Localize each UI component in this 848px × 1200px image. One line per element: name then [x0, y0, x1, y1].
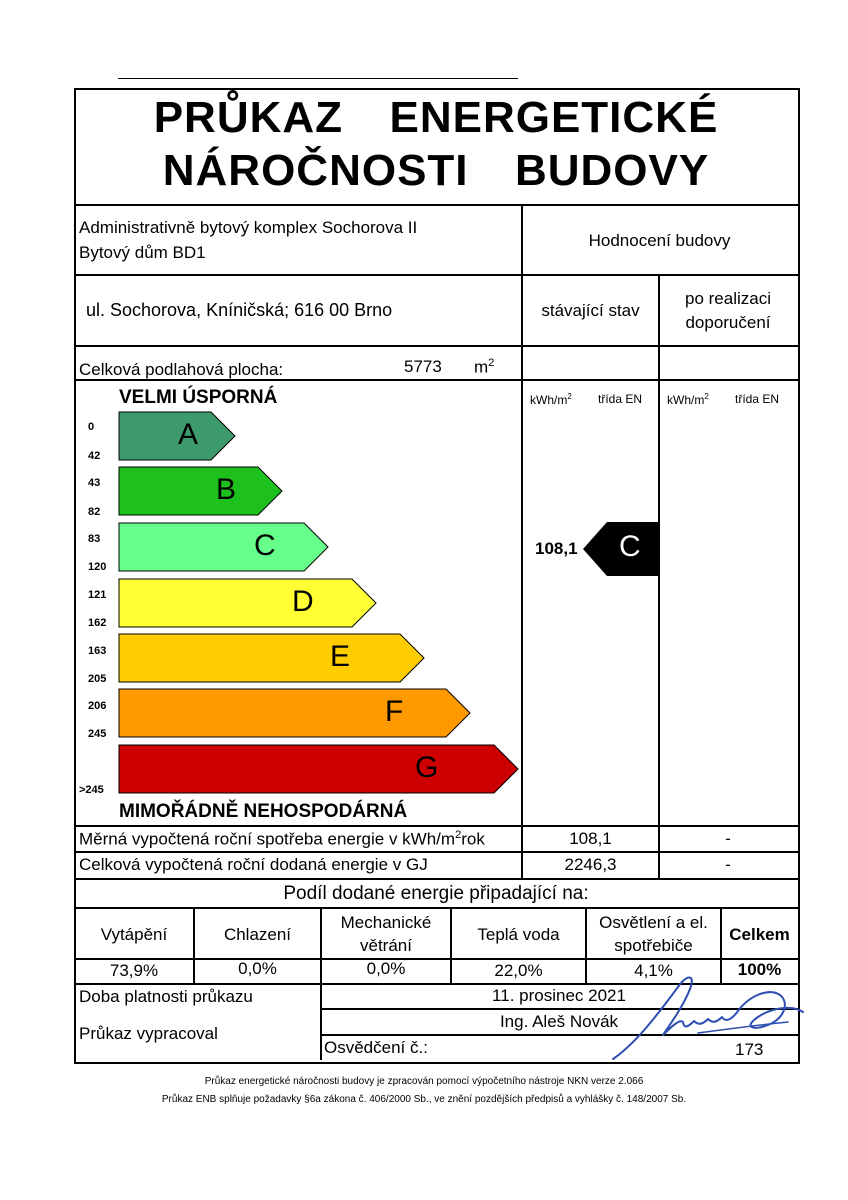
share-total-label: Celkem	[729, 925, 790, 944]
class-e-from: 163	[88, 645, 107, 657]
share-lighting-label-line-2: spotřebiče	[614, 936, 693, 955]
class-a-arrow-shape	[119, 412, 235, 460]
class-a-letter: A	[178, 418, 199, 451]
class-b-to: 82	[88, 506, 101, 518]
class-e-arrow-shape	[119, 634, 424, 682]
class-f-from: 206	[88, 700, 107, 712]
divider	[74, 825, 798, 827]
floor-area-value: 5773	[404, 357, 442, 376]
after-recommendation-header-line-1: po realizaci	[685, 289, 771, 308]
class-a-from: 0	[88, 421, 95, 433]
top-rule	[118, 78, 518, 79]
class-g-arrow-shape	[119, 745, 518, 793]
current-state-header: stávající stav	[541, 301, 640, 320]
share-cooling-value: 0,0%	[238, 959, 277, 978]
share-total-value: 100%	[737, 960, 782, 979]
class-f-letter: F	[385, 695, 404, 728]
scale-top-label: VELMI ÚSPORNÁ	[119, 387, 278, 408]
building-name-line-1: Administrativně bytový komplex Sochorova II	[79, 218, 418, 237]
divider	[74, 345, 798, 347]
class-f-arrow-shape	[119, 689, 470, 737]
kwh-column-header: kWh/$m^2$	[530, 392, 572, 407]
title-line-2: NÁROČNOSTI BUDOVY	[162, 146, 710, 195]
class-f-to: 245	[88, 728, 107, 740]
share-hot-water-label: Teplá voda	[477, 925, 560, 944]
specific-consumption-after: -	[725, 829, 731, 848]
share-lighting-value: 4,1%	[634, 961, 673, 980]
class-c-from: 83	[88, 533, 101, 545]
share-ventilation-label-line-2: větrání	[360, 936, 412, 955]
class-d-letter: D	[292, 585, 314, 618]
class-d-from: 121	[88, 589, 107, 601]
certificate-number-label: Osvědčení č.:	[324, 1038, 428, 1057]
class-d-arrow-shape	[119, 579, 376, 627]
specific-consumption-label: Měrná vypočtená roční spotřeba energie v kWh/$m^2rok$	[79, 829, 485, 849]
after-recommendation-header-line-2: doporučení	[685, 313, 771, 332]
current-class-letter: C	[619, 530, 641, 563]
class-b-arrow-shape	[119, 467, 282, 515]
shares-header: Podíl dodané energie připadající na:	[283, 883, 589, 904]
title-line-1: PRŮKAZ ENERGETICKÉ	[153, 93, 719, 142]
footer-line-1: Průkaz energetické náročnosti budovy je zpracován pomocí výpočetního nástroje NKN verze 2.066	[204, 1076, 644, 1087]
share-hot-water-value: 22,0%	[494, 961, 543, 980]
divider	[74, 204, 798, 206]
floor-area-label: Celková podlahová plocha:	[79, 360, 284, 379]
class-e-to: 205	[88, 673, 107, 685]
building-address: ul. Sochorova, Kníničská; 616 00 Brno	[86, 300, 393, 320]
author-name: Ing. Aleš Novák	[499, 1012, 619, 1031]
class-column-header: třída EN	[598, 392, 643, 406]
signature-icon	[608, 967, 808, 1062]
validity-date: 11. prosinec 2021	[492, 986, 626, 1005]
class-c-letter: C	[254, 529, 276, 562]
class-column-header-after: třída EN	[735, 392, 780, 406]
share-heating-label: Vytápění	[100, 925, 168, 944]
divider	[74, 851, 798, 853]
total-energy-after: -	[725, 855, 731, 874]
class-g-letter: G	[415, 751, 439, 784]
class-d-to: 162	[88, 617, 107, 629]
author-label: Průkaz vypracoval	[79, 1024, 218, 1043]
total-energy-label: Celková vypočtená roční dodaná energie v GJ	[79, 855, 428, 874]
class-b-from: 43	[88, 477, 101, 489]
specific-consumption-current: 108,1	[569, 829, 612, 848]
scale-bottom-label: MIMOŘÁDNĚ NEHOSPODÁRNÁ	[119, 801, 408, 822]
divider	[74, 274, 798, 276]
current-class-marker	[583, 522, 661, 576]
class-c-to: 120	[88, 561, 107, 573]
divider	[74, 907, 798, 909]
building-name-line-2: Bytový dům BD1	[79, 243, 206, 262]
class-c-arrow-shape	[119, 523, 328, 571]
certificate-number: 173	[735, 1040, 764, 1059]
rating-header: Hodnocení budovy	[588, 231, 731, 250]
share-cooling-label: Chlazení	[223, 925, 292, 944]
total-energy-current: 2246,3	[564, 855, 617, 874]
share-ventilation-value: 0,0%	[366, 959, 406, 978]
footer-line-2: Průkaz ENB splňuje požadavky §6a zákona č. 406/2000 Sb., ve znění pozdějších předpisů a vyhlášky č. 148/2007 Sb.	[161, 1094, 687, 1105]
share-ventilation-label-line-1: Mechanické	[340, 913, 432, 932]
share-lighting-label-line-1: Osvětlení a el.	[599, 913, 708, 932]
floor-area-unit: $m^2$	[474, 357, 495, 377]
class-a-to: 42	[88, 450, 101, 462]
share-heating-value: 73,9%	[109, 961, 159, 980]
class-b-letter: B	[216, 473, 237, 506]
divider	[74, 878, 798, 880]
divider	[658, 274, 660, 878]
current-value: 108,1	[535, 539, 578, 558]
validity-label: Doba platnosti průkazu	[79, 987, 253, 1006]
class-g-from: >245	[79, 784, 104, 796]
class-e-letter: E	[330, 640, 351, 673]
kwh-column-header-after: kWh/$m^2$	[667, 392, 709, 407]
